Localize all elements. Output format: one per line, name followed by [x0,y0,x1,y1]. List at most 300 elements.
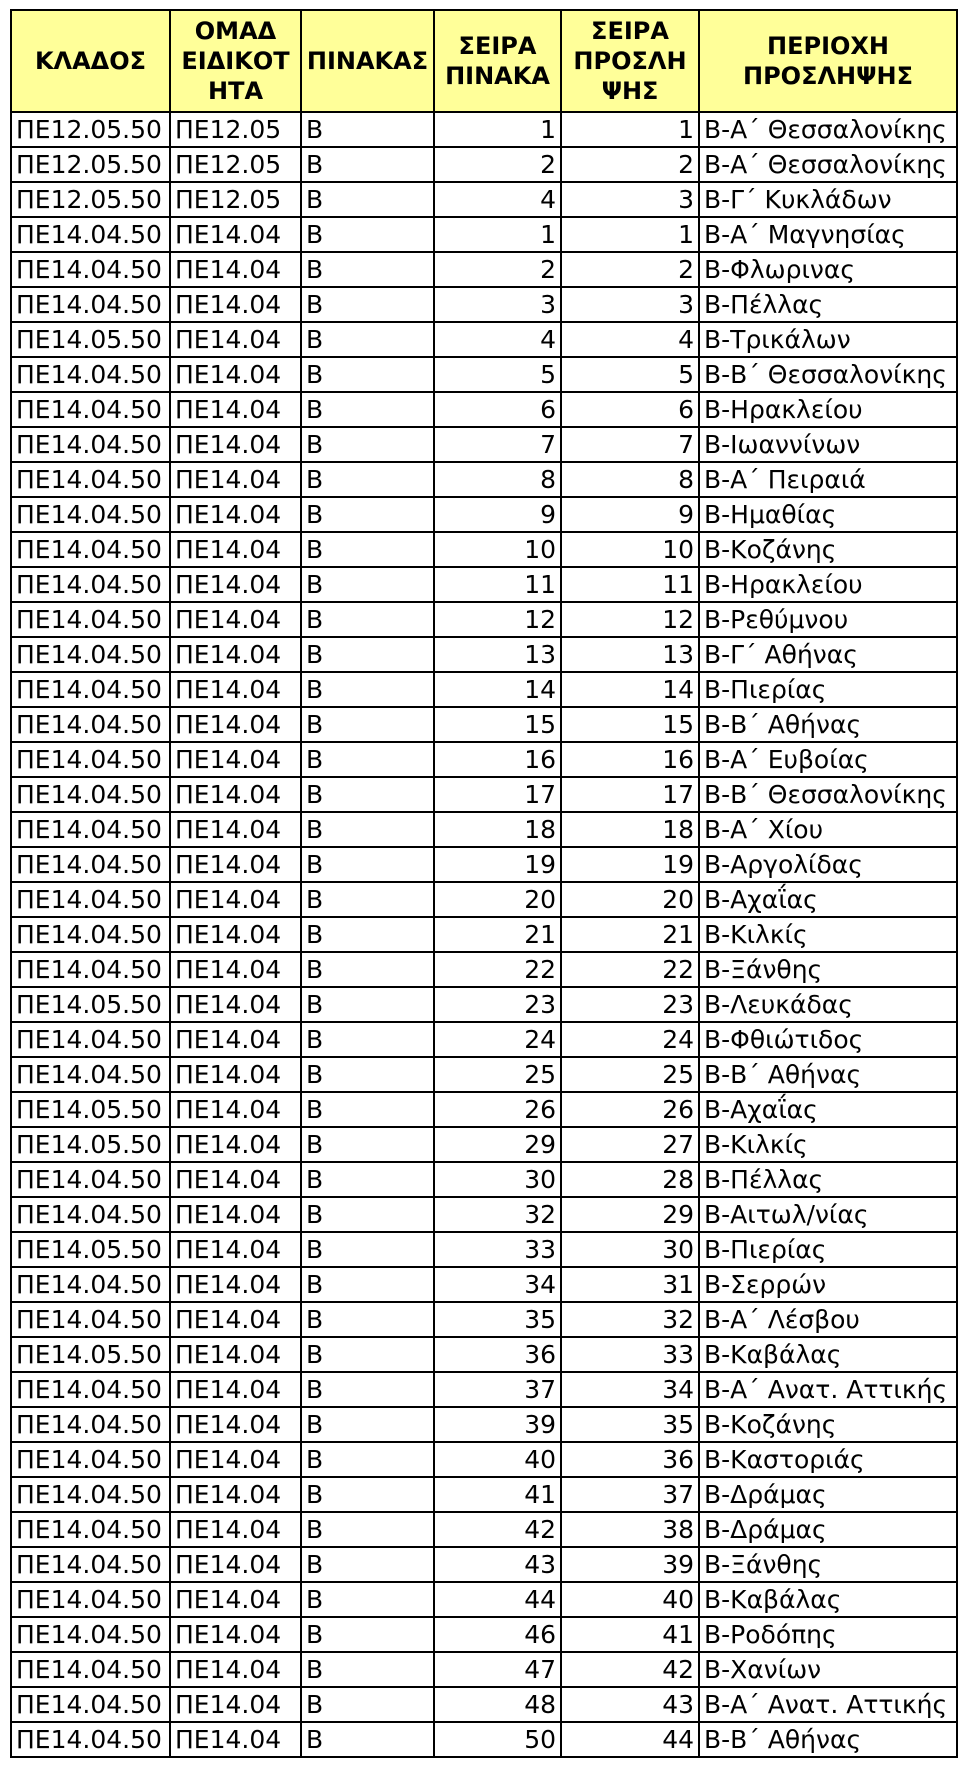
table-row [11,567,957,602]
cell-omada: ΠΕ14.04 [170,357,301,392]
cell-klados: ΠΕ14.04.50 [11,1617,170,1652]
cell-seira-proslipsis: 43 [561,1687,699,1722]
table-row [11,1512,957,1547]
cell-periochi: Β-Αχαΐας [699,1092,957,1127]
cell-pinakas: Β [301,252,434,287]
cell-pinakas: Β [301,1582,434,1617]
table-row [11,777,957,812]
cell-seira-proslipsis: 11 [561,567,699,602]
cell-periochi: Β-Ξάνθης [699,952,957,987]
table-row [11,497,957,532]
cell-klados: ΠΕ14.04.50 [11,602,170,637]
cell-seira-proslipsis: 15 [561,707,699,742]
cell-periochi: Β-Σερρών [699,1267,957,1302]
cell-periochi: Β-Φθιώτιδος [699,1022,957,1057]
table-row [11,707,957,742]
cell-omada: ΠΕ14.04 [170,217,301,252]
cell-seira-proslipsis: 26 [561,1092,699,1127]
table-row [11,1232,957,1267]
cell-seira-pinaka: 43 [434,1547,561,1582]
cell-omada: ΠΕ14.04 [170,602,301,637]
cell-omada: ΠΕ14.04 [170,1127,301,1162]
cell-pinakas: Β [301,147,434,182]
cell-seira-pinaka: 1 [434,112,561,147]
cell-periochi: Β-Α΄ Μαγνησίας [699,217,957,252]
cell-seira-pinaka: 29 [434,1127,561,1162]
cell-seira-pinaka: 15 [434,707,561,742]
cell-pinakas: Β [301,1022,434,1057]
cell-klados: ΠΕ14.04.50 [11,1057,170,1092]
cell-seira-proslipsis: 9 [561,497,699,532]
table-row [11,1127,957,1162]
cell-seira-proslipsis: 19 [561,847,699,882]
cell-periochi: Β-Α΄ Ανατ. Αττικής [699,1372,957,1407]
cell-omada: ΠΕ12.05 [170,147,301,182]
cell-klados: ΠΕ12.05.50 [11,182,170,217]
cell-seira-pinaka: 1 [434,217,561,252]
cell-klados: ΠΕ14.04.50 [11,1652,170,1687]
table-row [11,1582,957,1617]
cell-pinakas: Β [301,1267,434,1302]
cell-seira-pinaka: 41 [434,1477,561,1512]
cell-klados: ΠΕ14.04.50 [11,1477,170,1512]
cell-klados: ΠΕ14.04.50 [11,1197,170,1232]
cell-periochi: Β-Δράμας [699,1512,957,1547]
table-row [11,987,957,1022]
cell-seira-proslipsis: 16 [561,742,699,777]
table-row [11,1372,957,1407]
table-row [11,322,957,357]
cell-klados: ΠΕ12.05.50 [11,112,170,147]
cell-omada: ΠΕ14.04 [170,322,301,357]
cell-seira-pinaka: 50 [434,1722,561,1757]
cell-seira-proslipsis: 29 [561,1197,699,1232]
cell-seira-proslipsis: 14 [561,672,699,707]
cell-klados: ΠΕ14.04.50 [11,252,170,287]
cell-seira-proslipsis: 3 [561,182,699,217]
cell-seira-pinaka: 25 [434,1057,561,1092]
cell-periochi: Β-Γ΄ Κυκλάδων [699,182,957,217]
cell-seira-proslipsis: 33 [561,1337,699,1372]
cell-omada: ΠΕ14.04 [170,777,301,812]
cell-seira-proslipsis: 30 [561,1232,699,1267]
cell-periochi: Β-Καβάλας [699,1582,957,1617]
cell-klados: ΠΕ14.05.50 [11,1337,170,1372]
cell-klados: ΠΕ14.04.50 [11,1162,170,1197]
cell-omada: ΠΕ14.04 [170,1547,301,1582]
cell-seira-pinaka: 6 [434,392,561,427]
cell-periochi: Β-Β΄ Αθήνας [699,1057,957,1092]
cell-seira-pinaka: 12 [434,602,561,637]
cell-klados: ΠΕ14.05.50 [11,1232,170,1267]
cell-seira-pinaka: 4 [434,322,561,357]
cell-seira-proslipsis: 12 [561,602,699,637]
cell-omada: ΠΕ14.04 [170,1477,301,1512]
cell-seira-proslipsis: 42 [561,1652,699,1687]
cell-seira-pinaka: 33 [434,1232,561,1267]
cell-seira-proslipsis: 10 [561,532,699,567]
cell-seira-pinaka: 26 [434,1092,561,1127]
cell-seira-proslipsis: 31 [561,1267,699,1302]
cell-seira-pinaka: 2 [434,147,561,182]
cell-seira-proslipsis: 37 [561,1477,699,1512]
cell-pinakas: Β [301,1197,434,1232]
cell-pinakas: Β [301,707,434,742]
cell-seira-pinaka: 47 [434,1652,561,1687]
cell-klados: ΠΕ14.04.50 [11,217,170,252]
table-row [11,1442,957,1477]
table-row [11,287,957,322]
table-row [11,1652,957,1687]
cell-pinakas: Β [301,1512,434,1547]
cell-pinakas: Β [301,112,434,147]
cell-omada: ΠΕ14.04 [170,1092,301,1127]
cell-seira-pinaka: 30 [434,1162,561,1197]
table-row [11,147,957,182]
cell-periochi: Β-Α΄ Λέσβου [699,1302,957,1337]
cell-omada: ΠΕ14.04 [170,1722,301,1757]
cell-omada: ΠΕ14.04 [170,252,301,287]
cell-klados: ΠΕ14.04.50 [11,1722,170,1757]
cell-klados: ΠΕ14.04.50 [11,427,170,462]
table-row [11,392,957,427]
header-seira-pinaka: ΣΕΙΡΑ ΠΙΝΑΚΑ [434,10,561,112]
cell-periochi: Β-Κοζάνης [699,1407,957,1442]
cell-periochi: Β-Αργολίδας [699,847,957,882]
cell-periochi: Β-Ρεθύμνου [699,602,957,637]
cell-periochi: Β-Πέλλας [699,1162,957,1197]
cell-omada: ΠΕ14.04 [170,497,301,532]
cell-seira-proslipsis: 39 [561,1547,699,1582]
cell-periochi: Β-Φλωρινας [699,252,957,287]
cell-klados: ΠΕ14.04.50 [11,1407,170,1442]
cell-periochi: Β-Κιλκίς [699,917,957,952]
cell-seira-proslipsis: 13 [561,637,699,672]
cell-klados: ΠΕ14.04.50 [11,1547,170,1582]
header-klados: ΚΛΑΔΟΣ [11,10,170,112]
cell-seira-proslipsis: 5 [561,357,699,392]
cell-seira-proslipsis: 21 [561,917,699,952]
cell-omada: ΠΕ14.04 [170,1197,301,1232]
cell-pinakas: Β [301,1547,434,1582]
table-row [11,952,957,987]
cell-seira-proslipsis: 36 [561,1442,699,1477]
table-row [11,1057,957,1092]
cell-seira-pinaka: 42 [434,1512,561,1547]
cell-seira-proslipsis: 35 [561,1407,699,1442]
cell-periochi: Β-Α΄ Πειραιά [699,462,957,497]
cell-pinakas: Β [301,1337,434,1372]
cell-pinakas: Β [301,567,434,602]
cell-seira-pinaka: 9 [434,497,561,532]
cell-seira-proslipsis: 2 [561,252,699,287]
cell-omada: ΠΕ14.04 [170,1582,301,1617]
table-row [11,182,957,217]
cell-pinakas: Β [301,1722,434,1757]
cell-omada: ΠΕ14.04 [170,637,301,672]
cell-periochi: Β-Αιτωλ/νίας [699,1197,957,1232]
cell-omada: ΠΕ14.04 [170,917,301,952]
cell-pinakas: Β [301,287,434,322]
cell-seira-proslipsis: 4 [561,322,699,357]
cell-seira-pinaka: 32 [434,1197,561,1232]
cell-klados: ΠΕ14.04.50 [11,1442,170,1477]
cell-pinakas: Β [301,1302,434,1337]
cell-pinakas: Β [301,777,434,812]
cell-pinakas: Β [301,322,434,357]
cell-klados: ΠΕ14.04.50 [11,462,170,497]
cell-seira-proslipsis: 25 [561,1057,699,1092]
cell-seira-pinaka: 35 [434,1302,561,1337]
cell-omada: ΠΕ14.04 [170,1232,301,1267]
cell-pinakas: Β [301,602,434,637]
cell-pinakas: Β [301,1477,434,1512]
cell-omada: ΠΕ14.04 [170,532,301,567]
cell-seira-pinaka: 21 [434,917,561,952]
table-row [11,672,957,707]
cell-seira-pinaka: 17 [434,777,561,812]
cell-omada: ΠΕ14.04 [170,1407,301,1442]
cell-pinakas: Β [301,217,434,252]
table-row [11,357,957,392]
cell-seira-pinaka: 48 [434,1687,561,1722]
cell-klados: ΠΕ14.04.50 [11,1687,170,1722]
table-row [11,1477,957,1512]
table-row [11,1267,957,1302]
cell-omada: ΠΕ14.04 [170,987,301,1022]
cell-omada: ΠΕ12.05 [170,182,301,217]
cell-periochi: Β-Πιερίας [699,1232,957,1267]
cell-seira-pinaka: 46 [434,1617,561,1652]
table-row [11,1092,957,1127]
spreadsheet [10,9,956,1758]
cell-periochi: Β-Β΄ Αθήνας [699,1722,957,1757]
cell-seira-proslipsis: 2 [561,147,699,182]
cell-klados: ΠΕ14.04.50 [11,847,170,882]
cell-periochi: Β-Ιωαννίνων [699,427,957,462]
cell-klados: ΠΕ14.04.50 [11,1582,170,1617]
cell-klados: ΠΕ14.04.50 [11,1512,170,1547]
cell-seira-pinaka: 20 [434,882,561,917]
cell-periochi: Β-Κιλκίς [699,1127,957,1162]
table-row [11,427,957,462]
table-row [11,1722,957,1757]
cell-pinakas: Β [301,1442,434,1477]
cell-pinakas: Β [301,497,434,532]
cell-periochi: Β-Ξάνθης [699,1547,957,1582]
table-row [11,742,957,777]
cell-klados: ΠΕ14.04.50 [11,287,170,322]
cell-klados: ΠΕ12.05.50 [11,147,170,182]
cell-klados: ΠΕ14.04.50 [11,532,170,567]
table-row [11,847,957,882]
cell-periochi: Β-Χανίων [699,1652,957,1687]
cell-klados: ΠΕ14.04.50 [11,672,170,707]
cell-pinakas: Β [301,1687,434,1722]
cell-klados: ΠΕ14.04.50 [11,777,170,812]
cell-omada: ΠΕ14.04 [170,882,301,917]
cell-omada: ΠΕ14.04 [170,1267,301,1302]
cell-klados: ΠΕ14.04.50 [11,1372,170,1407]
cell-seira-proslipsis: 8 [561,462,699,497]
cell-periochi: Β-Ροδόπης [699,1617,957,1652]
cell-pinakas: Β [301,182,434,217]
cell-omada: ΠΕ14.04 [170,952,301,987]
cell-seira-pinaka: 39 [434,1407,561,1442]
cell-klados: ΠΕ14.04.50 [11,392,170,427]
cell-periochi: Β-Β΄ Θεσσαλονίκης [699,357,957,392]
cell-pinakas: Β [301,1652,434,1687]
cell-pinakas: Β [301,1092,434,1127]
cell-seira-pinaka: 40 [434,1442,561,1477]
cell-pinakas: Β [301,1162,434,1197]
cell-periochi: Β-Γ΄ Αθήνας [699,637,957,672]
header-periochi-proslipsis: ΠΕΡΙΟΧΗ ΠΡΟΣΛΗΨΗΣ [699,10,957,112]
cell-periochi: Β-Α΄ Θεσσαλονίκης [699,112,957,147]
cell-pinakas: Β [301,1407,434,1442]
cell-pinakas: Β [301,427,434,462]
cell-omada: ΠΕ14.04 [170,1057,301,1092]
cell-omada: ΠΕ14.04 [170,287,301,322]
cell-seira-pinaka: 34 [434,1267,561,1302]
cell-pinakas: Β [301,952,434,987]
cell-klados: ΠΕ14.04.50 [11,882,170,917]
cell-periochi: Β-Ηρακλείου [699,567,957,602]
cell-seira-pinaka: 37 [434,1372,561,1407]
cell-klados: ΠΕ14.05.50 [11,987,170,1022]
cell-omada: ΠΕ14.04 [170,462,301,497]
hiring-table [10,9,958,1758]
cell-klados: ΠΕ14.04.50 [11,917,170,952]
cell-seira-pinaka: 13 [434,637,561,672]
table-row [11,112,957,147]
cell-seira-proslipsis: 3 [561,287,699,322]
cell-seira-pinaka: 10 [434,532,561,567]
table-row [11,1547,957,1582]
cell-periochi: Β-Καβάλας [699,1337,957,1372]
cell-periochi: Β-Πέλλας [699,287,957,322]
cell-seira-pinaka: 36 [434,1337,561,1372]
cell-pinakas: Β [301,357,434,392]
header-omada-eidikotita: ΟΜΑΔ ΕΙΔΙΚΟΤ ΗΤΑ [170,10,301,112]
cell-periochi: Β-Λευκάδας [699,987,957,1022]
cell-seira-pinaka: 24 [434,1022,561,1057]
header-seira-proslipsis: ΣΕΙΡΑ ΠΡΟΣΛΗ ΨΗΣ [561,10,699,112]
cell-seira-proslipsis: 28 [561,1162,699,1197]
cell-periochi: Β-Κοζάνης [699,532,957,567]
cell-seira-proslipsis: 34 [561,1372,699,1407]
cell-pinakas: Β [301,917,434,952]
table-row [11,1337,957,1372]
cell-periochi: Β-Δράμας [699,1477,957,1512]
table-row [11,462,957,497]
cell-pinakas: Β [301,812,434,847]
cell-seira-proslipsis: 17 [561,777,699,812]
cell-omada: ΠΕ12.05 [170,112,301,147]
cell-pinakas: Β [301,1617,434,1652]
cell-klados: ΠΕ14.04.50 [11,812,170,847]
cell-seira-proslipsis: 40 [561,1582,699,1617]
cell-pinakas: Β [301,847,434,882]
cell-seira-proslipsis: 38 [561,1512,699,1547]
cell-omada: ΠΕ14.04 [170,1162,301,1197]
table-row [11,1617,957,1652]
header-pinakas: ΠΙΝΑΚΑΣ [301,10,434,112]
cell-periochi: Β-Α΄ Θεσσαλονίκης [699,147,957,182]
cell-periochi: Β-Α΄ Ανατ. Αττικής [699,1687,957,1722]
header-row [11,10,957,112]
cell-seira-proslipsis: 27 [561,1127,699,1162]
cell-pinakas: Β [301,1057,434,1092]
cell-seira-proslipsis: 7 [561,427,699,462]
cell-periochi: Β-Β΄ Αθήνας [699,707,957,742]
cell-omada: ΠΕ14.04 [170,392,301,427]
cell-seira-proslipsis: 22 [561,952,699,987]
cell-seira-proslipsis: 18 [561,812,699,847]
table-row [11,812,957,847]
cell-seira-pinaka: 19 [434,847,561,882]
cell-klados: ΠΕ14.04.50 [11,1267,170,1302]
cell-seira-pinaka: 23 [434,987,561,1022]
table-row [11,532,957,567]
cell-seira-proslipsis: 44 [561,1722,699,1757]
cell-pinakas: Β [301,987,434,1022]
cell-seira-pinaka: 18 [434,812,561,847]
cell-seira-pinaka: 7 [434,427,561,462]
cell-pinakas: Β [301,1372,434,1407]
cell-seira-proslipsis: 32 [561,1302,699,1337]
cell-omada: ΠΕ14.04 [170,1022,301,1057]
cell-periochi: Β-Πιερίας [699,672,957,707]
cell-klados: ΠΕ14.05.50 [11,1127,170,1162]
cell-seira-pinaka: 16 [434,742,561,777]
cell-klados: ΠΕ14.04.50 [11,707,170,742]
table-row [11,1162,957,1197]
cell-pinakas: Β [301,742,434,777]
cell-seira-pinaka: 8 [434,462,561,497]
table-row [11,1197,957,1232]
cell-klados: ΠΕ14.04.50 [11,1022,170,1057]
cell-pinakas: Β [301,1232,434,1267]
cell-seira-proslipsis: 1 [561,217,699,252]
cell-omada: ΠΕ14.04 [170,1617,301,1652]
cell-omada: ΠΕ14.04 [170,812,301,847]
table-row [11,1407,957,1442]
cell-seira-proslipsis: 24 [561,1022,699,1057]
cell-seira-proslipsis: 23 [561,987,699,1022]
cell-pinakas: Β [301,637,434,672]
cell-pinakas: Β [301,882,434,917]
cell-klados: ΠΕ14.04.50 [11,952,170,987]
cell-pinakas: Β [301,1127,434,1162]
cell-omada: ΠΕ14.04 [170,672,301,707]
table-row [11,1687,957,1722]
cell-periochi: Β-Καστοριάς [699,1442,957,1477]
table-row [11,1022,957,1057]
cell-seira-pinaka: 44 [434,1582,561,1617]
cell-periochi: Β-Τρικάλων [699,322,957,357]
cell-periochi: Β-Β΄ Θεσσαλονίκης [699,777,957,812]
cell-klados: ΠΕ14.04.50 [11,1302,170,1337]
cell-periochi: Β-Ηρακλείου [699,392,957,427]
cell-seira-pinaka: 3 [434,287,561,322]
cell-omada: ΠΕ14.04 [170,847,301,882]
cell-seira-proslipsis: 41 [561,1617,699,1652]
cell-omada: ΠΕ14.04 [170,742,301,777]
cell-periochi: Β-Αχαΐας [699,882,957,917]
cell-omada: ΠΕ14.04 [170,1652,301,1687]
cell-pinakas: Β [301,462,434,497]
